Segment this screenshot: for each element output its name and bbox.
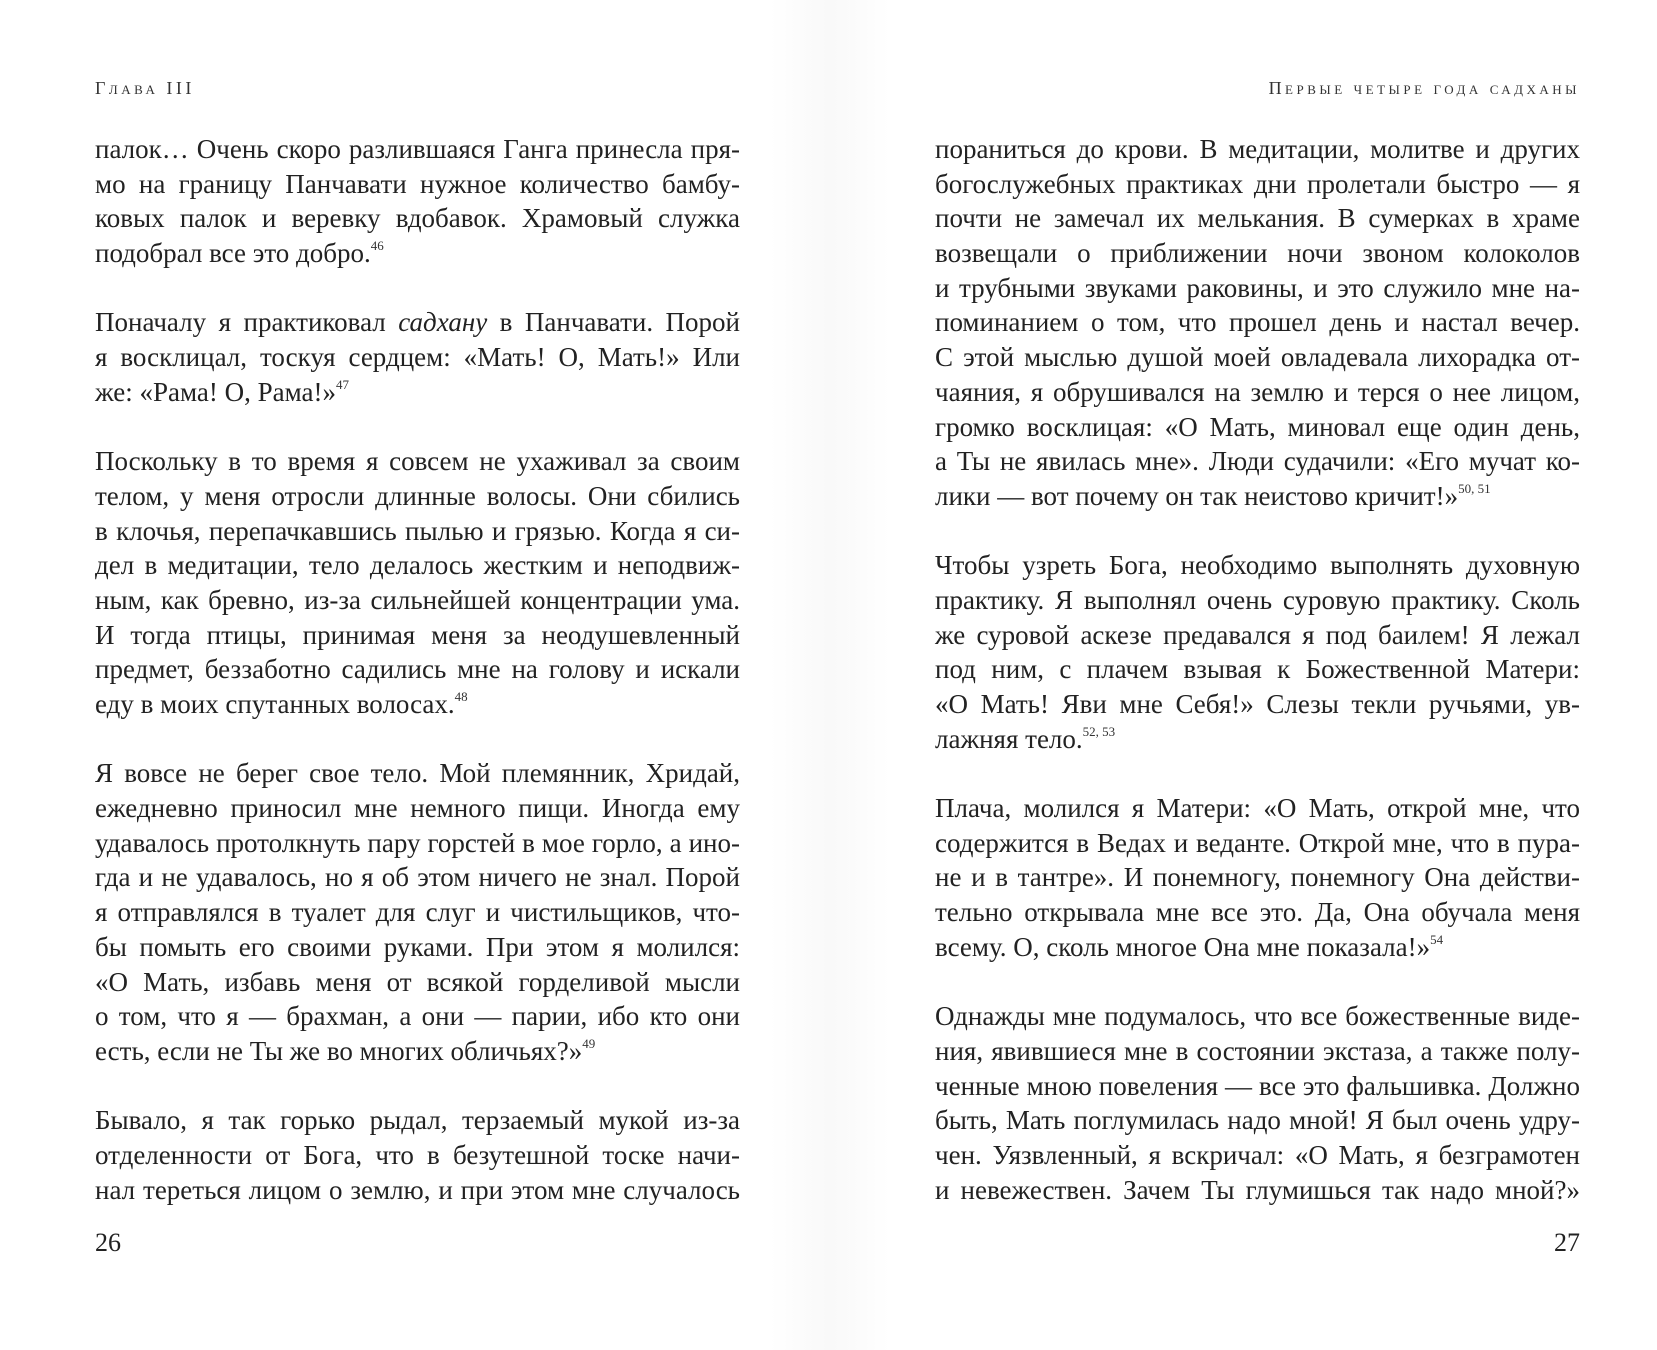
text-segment: лики — вот почему он так неистово кричит!» [935,480,1459,511]
text-segment: нал тереться лицом о землю, и при этом мне случалось [95,1174,740,1205]
paragraph-gap [935,965,1580,1000]
text-line [935,410,1580,445]
text-segment: ежедневно приносил мне немного пищи. Иногда ему [95,793,740,824]
text-segment: же: «Рама! О, Рама!» [95,376,337,407]
text-line [95,514,740,549]
text-segment: Однажды мне подумалось, что все божественные виде- [935,1001,1580,1032]
text-segment: мо на границу Панчавати нужное количество бамбу- [95,168,740,199]
paragraph-gap [935,756,1580,791]
text-line [935,340,1580,375]
text-line [935,201,1580,236]
text-segment: ния, явившиеся мне в состоянии экстаза, а также полу- [935,1035,1580,1066]
text-segment: ным, как бревно, из-за сильнейшей концентрации ума. [95,584,740,615]
footnote-ref: 47 [336,376,350,392]
text-segment: я восклицал, тоскуя сердцем: «Мать! О, Мать!» Или [95,342,740,373]
text-line [95,375,740,410]
text-segment: а Ты не явилась мне». Люди судачили: «Его мучат ко- [935,446,1580,477]
text-segment: Поскольку в то время я совсем не ухаживал за своим [95,446,740,477]
text-segment: всему. О, сколь многое Она мне показала!» [935,931,1431,962]
running-head-right: Первые четыре года садханы [1268,78,1580,98]
text-segment: и трубными звуками раковины, и это служило мне на- [935,272,1580,303]
text-segment: чен. Уязвленный, я вскричал: «О Мать, я безграмотен [935,1139,1580,1170]
left-page-text [95,132,740,1207]
text-segment: подобрал все это добро. [95,238,371,269]
text-line [935,826,1580,861]
text-line [935,1069,1580,1104]
text-segment: Чтобы узреть Бога, необходимо выполнять духовную [935,550,1580,581]
paragraph-gap [935,514,1580,549]
text-segment: С этой мыслью душой моей овладевала лихорадка от- [935,342,1580,373]
text-line [935,271,1580,306]
text-line [95,965,740,1000]
text-line [95,201,740,236]
paragraph-gap [95,271,740,306]
text-line [935,652,1580,687]
text-segment: дел в медитации, тело делалось жестким и неподвиж- [95,550,740,581]
text-line [935,1138,1580,1173]
text-segment: содержится в Ведах и веданте. Открой мне, что в пура- [935,827,1580,858]
italic-term: садхану [398,307,488,338]
text-line [935,1173,1580,1208]
text-line [935,305,1580,340]
text-segment: «О Мать! Яви мне Себя!» Слезы текли ручьями, ув- [935,689,1580,719]
text-line [95,618,740,653]
text-line [95,340,740,375]
paragraph-gap [95,410,740,445]
text-segment: И тогда птицы, принимая меня за неодушевленный [95,619,740,650]
text-line [95,1034,740,1069]
text-line [935,583,1580,618]
footnote-ref: 49 [582,1035,596,1051]
text-line [935,375,1580,410]
text-segment: ченные мною повеления — все это фальшивка. Должно [935,1070,1580,1101]
text-line [935,895,1580,930]
text-segment: ковых палок и веревку вдобавок. Храмовый служка [95,203,740,234]
text-segment: поминанием о том, что прошел день и настал вечер. [935,307,1580,338]
text-segment: быть, Мать поглумилась надо мной! Я был очень удру- [935,1105,1580,1136]
text-segment: удавалось протолкнуть пару горстей в мое горло, а ино- [95,827,740,858]
text-segment: Плача, молился я Матери: «О Мать, открой мне, что [935,793,1580,824]
text-line [95,652,740,687]
text-segment: под ним, с плачем взывая к Божественной Матери: [935,654,1580,685]
text-segment: предмет, беззаботно садились мне на голову и искали [95,654,740,685]
left-page [95,0,740,1350]
text-line [935,132,1580,167]
text-segment: в клочья, перепачкавшись пылью и грязью. Когда я си- [95,515,740,546]
text-line [935,791,1580,826]
text-line [95,236,740,271]
text-line [95,583,740,618]
text-segment: Бывало, я так горько рыдал, терзаемый мукой из-за [95,1105,740,1136]
right-page-text [935,132,1580,1207]
text-segment: телом, у меня отросли длинные волосы. Они сбились [95,480,740,511]
paragraph-gap [95,722,740,757]
text-line [935,1034,1580,1069]
text-segment: практику. Я выполнял очень суровую практику. Сколь [935,584,1580,615]
text-segment: гда и не удавалось, но я об этом ничего не знал. Порой [95,862,740,893]
text-line [935,1103,1580,1138]
text-segment: Я вовсе не берег свое тело. Мой племянник, Хридай, [95,758,740,789]
text-line [935,930,1580,965]
text-line [95,999,740,1034]
footnote-ref: 50, 51 [1458,480,1491,496]
text-line [935,548,1580,583]
text-segment: я отправлялся в туалет для слуг и чистильщиков, что- [95,897,740,928]
text-line [95,479,740,514]
text-line [95,305,740,340]
text-line [95,132,740,167]
text-line [95,1103,740,1138]
text-line [95,687,740,722]
text-segment: и невежествен. Зачем Ты глумишься так надо мной?» [935,1174,1580,1205]
book-gutter [770,0,890,1350]
text-segment: еду в моих спутанных волосах. [95,689,455,719]
text-line [95,1138,740,1173]
page-number-right: 27 [1554,1228,1580,1257]
text-segment: тельно открывала мне все это. Да, Она обучала меня [935,897,1580,928]
footnote-ref: 54 [1430,931,1444,947]
text-segment: же суровой аскезе предавался я под баилем! Я лежал [935,619,1580,650]
text-line [95,444,740,479]
text-segment: чаяния, я обрушивался на землю и терся о нее лицом, [935,376,1580,407]
text-line [935,167,1580,202]
text-segment: пораниться до крови. В медитации, молитве и других [935,134,1580,164]
footnote-ref: 48 [454,689,468,704]
text-line [95,1173,740,1208]
text-segment: почти не замечал их мелькания. В сумерках в храме [935,203,1580,234]
text-line [95,930,740,965]
text-line [935,236,1580,271]
text-line [935,860,1580,895]
text-segment: возвещали о приближении ночи звоном колоколов [935,238,1580,269]
text-segment: богослужебных практиках дни пролетали быстро — я [935,168,1580,199]
text-segment: о том, что я — брахман, а они — парии, ибо кто они [95,1001,740,1032]
text-line [95,756,740,791]
text-line [935,618,1580,653]
text-line [935,999,1580,1034]
text-segment: не и в тантре». И понемногу, понемногу Она действи- [935,862,1580,893]
text-line [95,860,740,895]
text-line [95,167,740,202]
text-line [935,687,1580,722]
text-line [935,444,1580,479]
text-segment: бы помыть его своими руками. При этом я молился: [95,931,740,962]
text-line [95,548,740,583]
text-segment: лажняя тело. [935,723,1083,754]
text-segment: громко восклицая: «О Мать, миновал еще один день, [935,411,1580,442]
text-segment: Поначалу я практиковал [95,307,399,338]
text-segment: есть, если не Ты же во многих обличьях?» [95,1035,583,1066]
page-number-left: 26 [95,1228,121,1257]
text-segment: в Панчавати. Порой [487,307,740,338]
text-line [935,479,1580,514]
text-line [935,722,1580,757]
text-line [95,791,740,826]
running-head-left: Глава III [95,78,195,98]
text-line [95,895,740,930]
text-line [95,826,740,861]
text-segment: отделенности от Бога, что в безутешной тоске начи- [95,1139,740,1170]
footnote-ref: 46 [370,238,384,254]
right-page [935,0,1580,1350]
text-segment: «О Мать, избавь меня от всякой горделивой мысли [95,966,740,997]
paragraph-gap [95,1069,740,1104]
footnote-ref: 52, 53 [1082,723,1116,739]
text-segment: палок… Очень скоро разлившаяся Ганга принесла пря- [95,134,740,164]
